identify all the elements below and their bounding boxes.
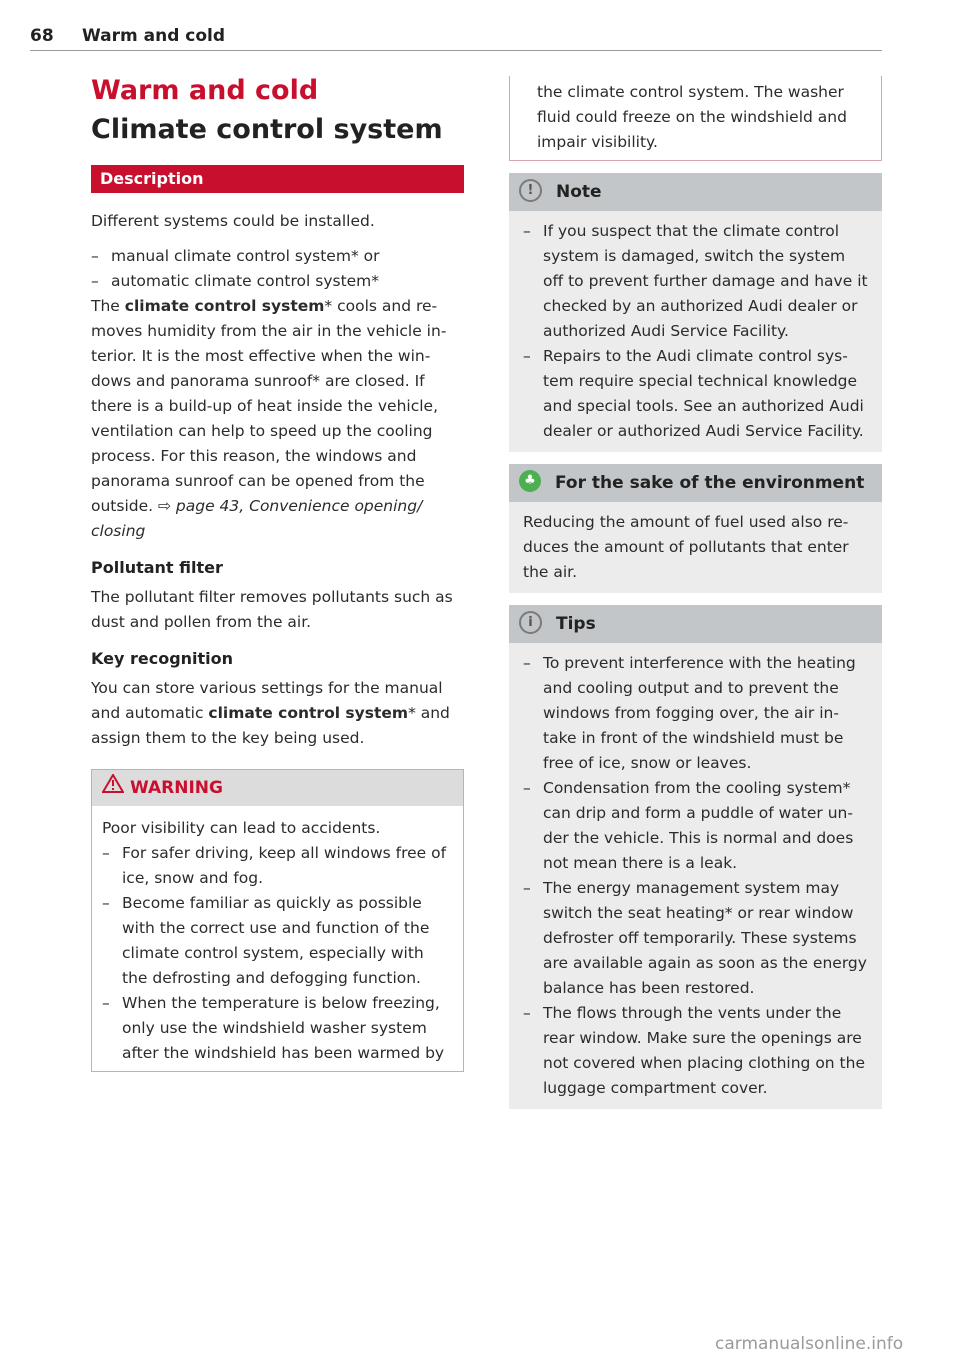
list-item: – manual climate control system* or	[91, 247, 380, 265]
pollutant-text: The pollutant filter removes pollutants such as dust and pollen from the air.	[91, 588, 453, 631]
watermark: carmanualsonline.info	[715, 1334, 904, 1354]
tips-body	[509, 643, 882, 1109]
page-number: 68	[30, 26, 54, 46]
left-column	[91, 74, 464, 1072]
warning-box	[91, 769, 464, 1072]
tips-box	[509, 605, 882, 1109]
tips-header	[509, 605, 882, 643]
environment-box	[509, 464, 882, 593]
description-bar: Description	[91, 165, 464, 193]
tips-label: Tips	[556, 614, 596, 634]
list-item: – automatic climate control system*	[91, 272, 380, 290]
list-item: – The flows through the vents under the rear window. Make sure the openings are not covered when placing clothing on the luggage compartment cover.	[523, 1004, 865, 1097]
warning-header	[92, 770, 463, 806]
intro-text: Different systems could be installed.	[91, 212, 375, 230]
list-item: – For safer driving, keep all windows free of ice, snow and fog.	[102, 844, 447, 887]
systems-list	[91, 244, 464, 294]
leaf-icon: ♣	[519, 470, 541, 492]
exclamation-circle-icon: !	[519, 179, 542, 202]
list-item: – Become familiar as quickly as possible with the correct use and function of the climate control system, especially with the defrosting and defogging function.	[102, 894, 430, 987]
key-recognition-heading: Key recognition	[91, 649, 234, 668]
page-reference-link[interactable]: ⇨ page 43, Convenience opening/ closing	[91, 497, 423, 540]
info-circle-icon: i	[519, 611, 542, 634]
note-header	[509, 173, 882, 211]
pollutant-heading: Pollutant filter	[91, 558, 223, 577]
warning-intro: Poor visibility can lead to accidents.	[102, 819, 381, 837]
running-head: Warm and cold	[82, 26, 226, 46]
right-column	[509, 76, 882, 1109]
warning-continued: the climate control system. The washer fluid could freeze on the windshield and impair visibility.	[509, 76, 882, 161]
warning-triangle-icon	[102, 770, 124, 806]
note-box	[509, 173, 882, 452]
environment-header	[509, 464, 882, 502]
warning-label: WARNING	[130, 778, 223, 798]
environment-body: Reducing the amount of fuel used also re-duces the amount of pollutants that enter the air.	[523, 513, 849, 581]
note-label: Note	[556, 182, 602, 202]
list-item: – When the temperature is below freezing, only use the windshield washer system after the windshield has been warmed by	[102, 994, 445, 1062]
list-item: – To prevent interference with the heating and cooling output and to prevent the windows from fogging over, the air in-take in front of the windshield must be free of ice, snow or leaves.	[523, 654, 856, 772]
warning-body	[92, 806, 463, 1071]
page-title: Warm and cold	[91, 75, 319, 106]
list-item: – If you suspect that the climate control system is damaged, switch the system off to prevent further damage and have it checked by an authorized Audi dealer or authorized Audi Service Facility.	[523, 222, 868, 340]
section-title: Climate control system	[91, 114, 443, 145]
climate-paragraph: The climate control system* cools and re-moves humidity from the air in the vehicle in-terior. It is the most effective when the win-dows and panorama sunroof* are closed. If there is a build-up of heat inside the vehicle, ventilation can help to speed up the cooling process. For this reason, the windows and panorama sunroof can be opened from the outside. ⇨ page 43, Convenience opening/ closing	[91, 297, 447, 540]
note-body	[509, 211, 882, 452]
list-item: – Condensation from the cooling system* can drip and form a puddle of water un-der the vehicle. This is normal and does not mean there is a leak.	[523, 779, 854, 872]
page-header	[30, 26, 882, 51]
list-item: – Repairs to the Audi climate control sys-tem require special technical knowledge and special tools. See an authorized Audi dealer or authorized Audi Service Facility.	[523, 347, 864, 440]
list-item: – The energy management system may switch the seat heating* or rear window defroster off temporarily. These systems are available again as soon as the energy balance has been restored.	[523, 879, 867, 997]
environment-label: For the sake of the environment	[555, 473, 865, 493]
key-recognition-text: You can store various settings for the manual and automatic climate control system* and assign them to the key being used.	[91, 679, 450, 747]
